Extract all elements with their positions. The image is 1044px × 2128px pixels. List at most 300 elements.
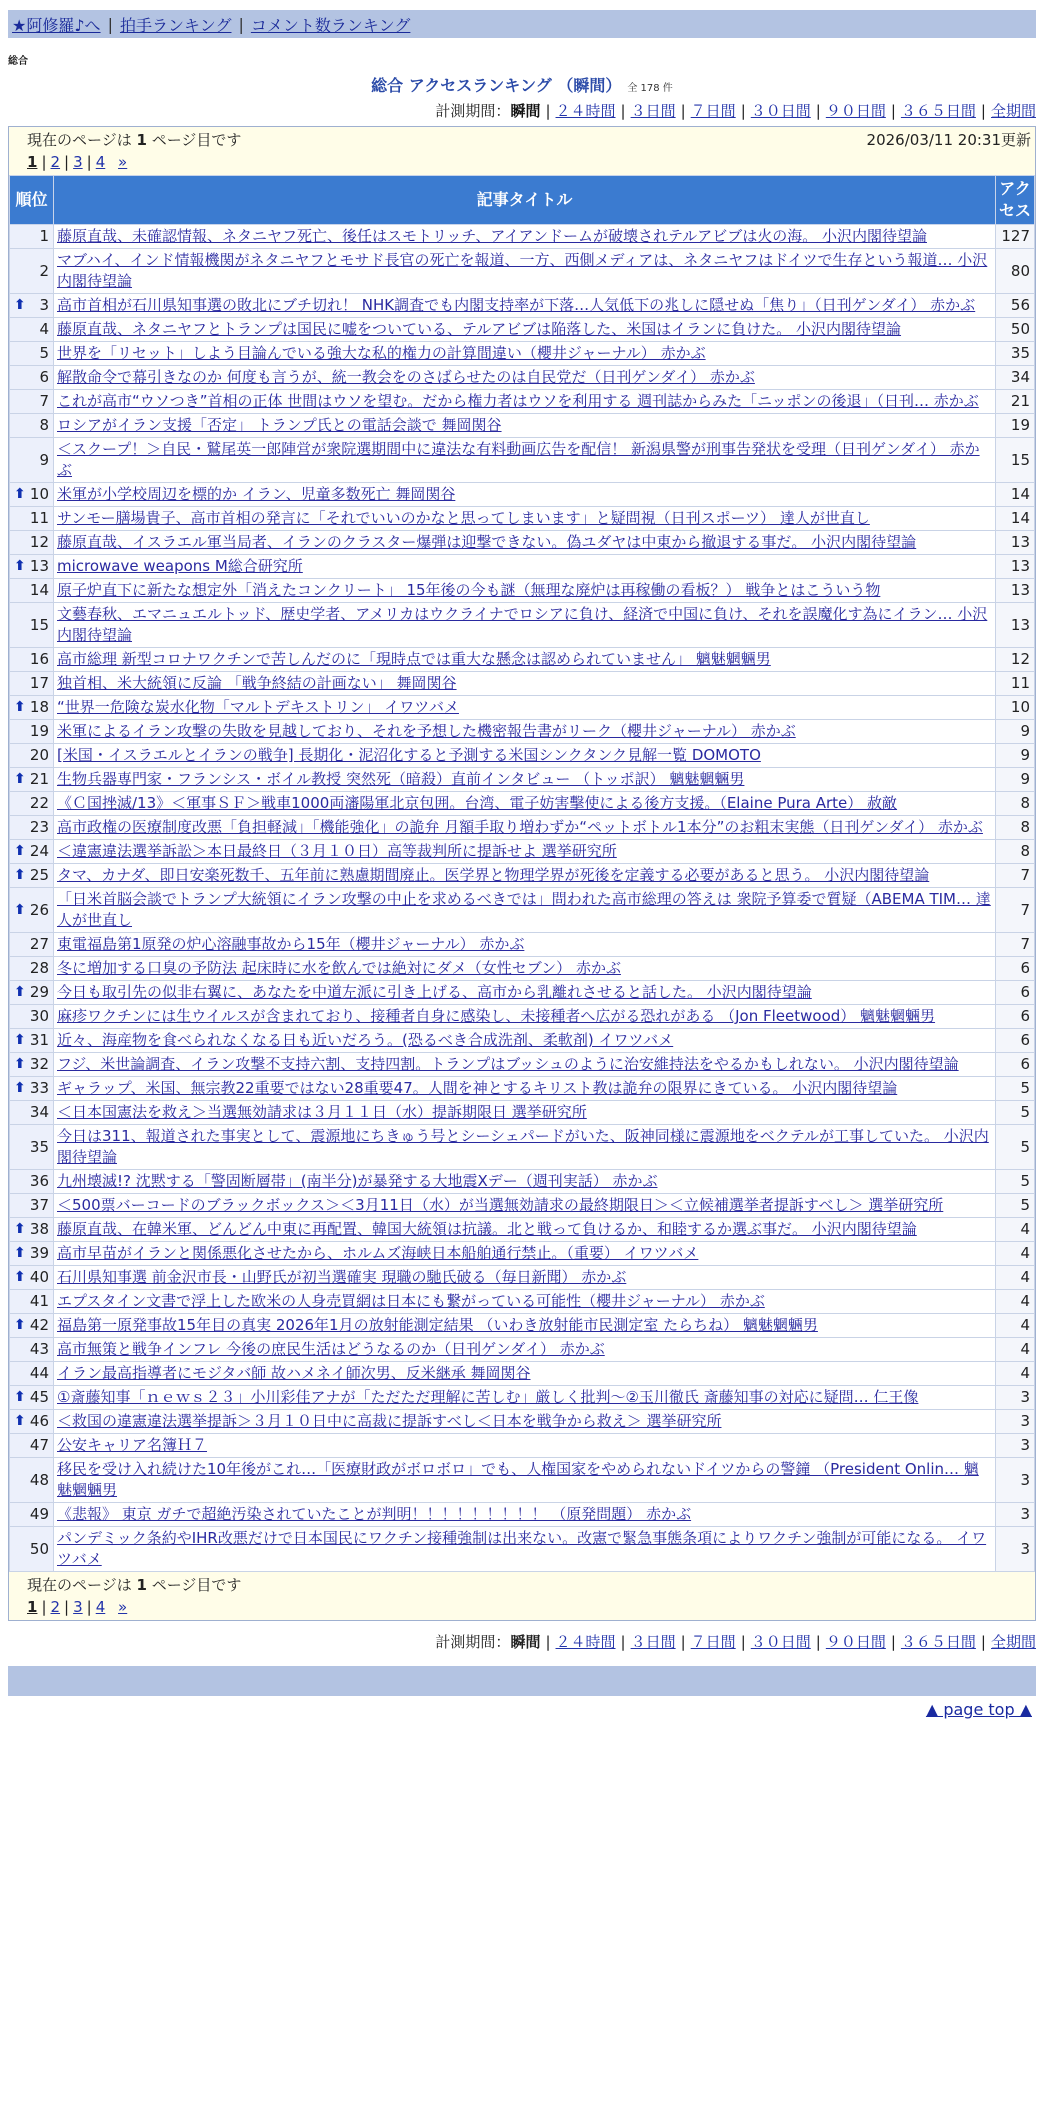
rank-cell — [10, 792, 54, 816]
rank-cell — [10, 1005, 54, 1029]
access-count: 4 — [996, 1290, 1035, 1314]
rank-cell — [10, 294, 54, 318]
title-cell — [54, 1290, 996, 1314]
article-link[interactable]: 高市総理 新型コロナワクチンで苦しんだのに「現時点では重大な懸念は認められていません」 魑魅魍魎男 — [57, 650, 771, 668]
table-row — [10, 414, 1035, 438]
table-row — [10, 318, 1035, 342]
title-cell — [54, 249, 996, 294]
top-nav-bar: ★阿修羅♪へ | 拍手ランキング | コメント数ランキング — [8, 10, 1036, 38]
up-arrow-icon: ⬆ — [14, 1221, 26, 1237]
article-link[interactable]: 高市無策と戦争インフレ 今後の庶民生活はどうなるのか（日刊ゲンダイ） 赤かぶ — [57, 1340, 605, 1358]
access-count: 7 — [996, 864, 1035, 888]
article-link[interactable]: 藤原直哉、イスラエル軍当局者、イランのクラスター爆弾は迎撃できない。偽ユダヤは中東から撤退する事だ。 小沢内閣待望論 — [57, 533, 917, 551]
rank-number: 45 — [29, 1388, 49, 1406]
title-cell — [54, 768, 996, 792]
rank-number: 46 — [29, 1412, 49, 1430]
period-link-bottom[interactable]: ９０日間 — [825, 1633, 886, 1651]
article-link[interactable]: 原子炉直下に新たな想定外「消えたコンクリート」 15年後の今も謎（無理な廃炉は再稼働の看板？） 戦争とはこういう物 — [57, 581, 881, 599]
rank-number: 14 — [29, 581, 49, 599]
up-arrow-icon: ⬆ — [14, 1056, 26, 1072]
rank-cell — [10, 672, 54, 696]
article-link[interactable]: 高市首相が石川県知事選の敗北にブチ切れ！ NHK調査でも内閣支持率が下落…人気低下の兆しに隠せぬ「焦り」（日刊ゲンダイ） 赤かぶ — [57, 296, 976, 314]
rank-number: 40 — [29, 1268, 49, 1286]
article-link[interactable]: “世界一危険な炭水化物「マルトデキストリン」 イワツバメ — [57, 698, 459, 716]
table-row — [10, 1434, 1035, 1458]
rank-number: 42 — [29, 1316, 49, 1334]
rank-cell — [10, 696, 54, 720]
page-title — [0, 73, 1044, 96]
article-link[interactable]: ＜日本国憲法を救え＞当選無効請求は３月１１日（水）提訴期限日 選挙研究所 — [57, 1103, 587, 1121]
title-cell — [54, 1218, 996, 1242]
access-count: 5 — [996, 1194, 1035, 1218]
article-link[interactable]: ＜500票バーコードのブラックボックス＞＜3月11日（水）が当選無効請求の最終期限日＞＜立候補選挙者提訴すべし＞ 選挙研究所 — [57, 1196, 944, 1214]
article-link[interactable]: タマ、カナダ、即日安楽死数千、五年前に熟慮期間廃止。医学界と物理学界が死後を定義する必要があると思う。 小沢内閣待望論 — [57, 866, 930, 884]
period-link[interactable]: ３６５日間 — [900, 102, 976, 120]
title-cell — [54, 555, 996, 579]
rank-cell — [10, 1386, 54, 1410]
table-row — [10, 864, 1035, 888]
ranking-title: 総合 アクセスランキング （瞬間） — [371, 76, 622, 95]
updated-timestamp: 2026/03/11 20:31更新 — [866, 131, 1031, 149]
article-link[interactable]: [米国・イスラエルとイランの戦争] 長期化・泥沼化すると予測する米国シンクタンク見解一覧 DOMOTO — [57, 746, 761, 764]
period-link-bottom[interactable]: ２４時間 — [555, 1633, 616, 1651]
title-cell — [54, 294, 996, 318]
table-row — [10, 1218, 1035, 1242]
home-link[interactable]: ★阿修羅♪へ — [12, 15, 101, 35]
table-row — [10, 294, 1035, 318]
access-count: 10 — [996, 696, 1035, 720]
access-count: 3 — [996, 1458, 1035, 1503]
rank-cell — [10, 507, 54, 531]
rank-cell — [10, 1218, 54, 1242]
title-cell — [54, 1194, 996, 1218]
article-link[interactable]: 文藝春秋、エマニュエルトッド、歴史学者、アメリカはウクライナでロシアに負け、経済で中国に負け、それを誤魔化す為にイラン… 小沢内閣待望論 — [57, 605, 988, 644]
article-link[interactable]: 独首相、米大統領に反論 「戦争終結の計画ない」 舞岡関谷 — [57, 674, 457, 692]
rank-cell — [10, 1503, 54, 1527]
title-cell — [54, 1242, 996, 1266]
title-cell — [54, 1266, 996, 1290]
title-cell — [54, 933, 996, 957]
rank-number: 25 — [29, 866, 49, 884]
rank-cell — [10, 768, 54, 792]
table-row — [10, 1410, 1035, 1434]
access-count: 4 — [996, 1242, 1035, 1266]
rank-number: 30 — [29, 1007, 49, 1025]
table-row — [10, 531, 1035, 555]
title-header: 記事タイトル — [54, 176, 996, 225]
rank-number: 13 — [29, 557, 49, 575]
access-count: 13 — [996, 531, 1035, 555]
table-row — [10, 933, 1035, 957]
rank-cell — [10, 318, 54, 342]
access-count: 11 — [996, 672, 1035, 696]
period-link[interactable]: ７日間 — [690, 102, 736, 120]
table-row — [10, 981, 1035, 1005]
rank-cell — [10, 648, 54, 672]
title-cell — [54, 696, 996, 720]
table-row — [10, 840, 1035, 864]
article-link[interactable]: 麻疹ワクチンには生ウイルスが含まれており、接種者自身に感染し、未接種者へ広がる恐れがある （Jon Fleetwood） 魑魅魍魎男 — [57, 1007, 936, 1025]
pager-page-link-bottom[interactable]: 3 — [73, 1598, 83, 1616]
page-info-bottom — [9, 1572, 1035, 1595]
up-arrow-icon: ⬆ — [14, 1413, 26, 1429]
rank-number: 28 — [29, 959, 49, 977]
article-link[interactable]: 東電福島第1原発の炉心溶融事故から15年（櫻井ジャーナル） 赤かぶ — [57, 935, 525, 953]
title-cell — [54, 507, 996, 531]
access-count: 15 — [996, 438, 1035, 483]
rank-number: 27 — [29, 935, 49, 953]
article-link[interactable]: 近々、海産物を食べられなくなる日も近いだろう。(恐るべき合成洗剤、柔軟剤) イワツバメ — [57, 1031, 674, 1049]
title-cell — [54, 720, 996, 744]
table-row — [10, 672, 1035, 696]
rank-number: 47 — [29, 1436, 49, 1454]
rank-number: 38 — [29, 1220, 49, 1238]
up-arrow-icon: ⬆ — [14, 843, 26, 859]
article-link[interactable]: 福島第一原発事故15年目の真実 2026年1月の放射能測定結果 （いわき放射能市民測定室 たらちね） 魑魅魍魎男 — [57, 1316, 818, 1334]
article-link[interactable]: ①斎藤知事「ｎｅｗｓ２３」小川彩佳アナが「ただただ理解に苦しむ」厳しく批判～②玉川徹氏 斎藤知事の対応に疑問… 仁王像 — [57, 1388, 919, 1406]
access-count: 5 — [996, 1077, 1035, 1101]
article-link[interactable]: 藤原直哉、在韓米軍、どんどん中東に再配置、韓国大統領は抗議。北と戦って負けるか、和睦するか選ぶ事だ。 小沢内閣待望論 — [57, 1220, 917, 1238]
access-count: 35 — [996, 342, 1035, 366]
rank-number: 29 — [29, 983, 49, 1001]
rank-cell — [10, 1362, 54, 1386]
rank-number: 9 — [39, 450, 49, 469]
rank-number: 21 — [29, 770, 49, 788]
period-label-bottom: 計測期間： — [435, 1633, 511, 1651]
access-count: 50 — [996, 318, 1035, 342]
table-row — [10, 1029, 1035, 1053]
rank-number: 16 — [29, 650, 49, 668]
title-cell — [54, 531, 996, 555]
table-row — [10, 816, 1035, 840]
rank-cell — [10, 603, 54, 648]
pager-next-link[interactable]: » — [118, 153, 128, 171]
article-link[interactable]: microwave weapons M総合研究所 — [57, 557, 303, 575]
rank-cell — [10, 531, 54, 555]
rank-number: 18 — [29, 698, 49, 716]
pager-page-link-bottom[interactable]: 4 — [95, 1598, 106, 1616]
title-cell — [54, 1527, 996, 1572]
rank-number: 19 — [29, 722, 49, 740]
rank-number: 15 — [29, 615, 49, 634]
title-cell — [54, 318, 996, 342]
rank-cell — [10, 1410, 54, 1434]
article-link[interactable]: ＜違憲違法選挙訴訟＞本日最終日（３月１０日）高等裁判所に提訴せよ 選挙研究所 — [57, 842, 617, 860]
title-cell — [54, 438, 996, 483]
access-count: 127 — [996, 225, 1035, 249]
article-link[interactable]: ロシアがイラン支援「否定」 トランプ氏との電話会談で 舞岡関谷 — [57, 416, 502, 434]
table-row — [10, 1362, 1035, 1386]
period-link-bottom[interactable]: ３日間 — [630, 1633, 676, 1651]
access-header: アクセス — [996, 176, 1035, 225]
title-cell — [54, 840, 996, 864]
rank-cell — [10, 1077, 54, 1101]
pager-next-link-bottom[interactable]: » — [118, 1598, 128, 1616]
access-count: 19 — [996, 414, 1035, 438]
access-count: 5 — [996, 1170, 1035, 1194]
period-link-bottom[interactable]: 全期間 — [990, 1633, 1036, 1651]
access-count: 80 — [996, 249, 1035, 294]
up-arrow-icon: ⬆ — [14, 486, 26, 502]
rank-cell — [10, 1314, 54, 1338]
period-current-bottom: 瞬間 — [510, 1633, 541, 1651]
rank-number: 48 — [29, 1470, 49, 1489]
current-page-text: 現在のページは 1 ページ目です — [27, 131, 242, 149]
article-link[interactable]: サンモー膳場貴子、高市首相の発言に「それでいいのかなと思ってしまいます」と疑問視（日刊スポーツ） 達人が世直し — [57, 509, 870, 527]
rank-cell — [10, 555, 54, 579]
rank-number: 23 — [29, 818, 49, 836]
article-link[interactable]: 石川県知事選 前金沢市長・山野氏が初当選確実 現職の馳氏破る（毎日新聞） 赤かぶ — [57, 1268, 627, 1286]
rank-cell — [10, 1290, 54, 1314]
rank-cell — [10, 744, 54, 768]
page-top-link[interactable]: ▲ page top ▲ — [925, 1700, 1032, 1719]
rank-cell — [10, 579, 54, 603]
period-link[interactable]: ９０日間 — [825, 102, 886, 120]
rank-number: 49 — [29, 1505, 49, 1523]
ranking-table — [9, 175, 1035, 1572]
access-count: 6 — [996, 1029, 1035, 1053]
up-arrow-icon: ⬆ — [14, 699, 26, 715]
rank-number: 39 — [29, 1244, 49, 1262]
rank-number: 8 — [39, 416, 49, 434]
article-link[interactable]: ＜救国の違憲違法選挙提訴＞３月１０日中に高裁に提訴すべし＜日本を戦争から救え＞ 選挙研究所 — [57, 1412, 722, 1430]
title-cell — [54, 1386, 996, 1410]
title-cell — [54, 342, 996, 366]
rank-cell — [10, 957, 54, 981]
article-link[interactable]: パンデミック条約やIHR改悪だけで日本国民にワクチン接種強制は出来ない。改憲で緊急事態条項によりワクチン強制が可能になる。 イワツバメ — [57, 1529, 987, 1568]
applause-ranking-link[interactable]: 拍手ランキング — [119, 15, 232, 35]
rank-cell — [10, 390, 54, 414]
rank-number: 7 — [39, 392, 49, 410]
article-link[interactable]: エプスタイン文書で浮上した欧米の人身売買網は日本にも繋がっている可能性（櫻井ジャーナル） 赤かぶ — [57, 1292, 765, 1310]
title-cell — [54, 579, 996, 603]
up-arrow-icon: ⬆ — [14, 1032, 26, 1048]
table-row — [10, 1386, 1035, 1410]
rank-number: 6 — [39, 368, 49, 386]
rank-number: 22 — [29, 794, 49, 812]
rank-cell — [10, 1458, 54, 1503]
pager-bottom: 1 | 2 | 3 | 4 » — [27, 1598, 128, 1616]
rank-cell — [10, 981, 54, 1005]
access-count: 3 — [996, 1527, 1035, 1572]
rank-number: 4 — [39, 320, 49, 338]
title-cell — [54, 888, 996, 933]
access-count: 6 — [996, 957, 1035, 981]
period-link-bottom[interactable]: ７日間 — [690, 1633, 736, 1651]
access-count: 3 — [996, 1386, 1035, 1410]
access-count: 6 — [996, 981, 1035, 1005]
article-link[interactable]: フジ、米世論調査、イラン攻撃不支持六割、支持四割。トランプはブッシュのように治安維持法をやるかもしれない。 小沢内閣待望論 — [57, 1055, 959, 1073]
rank-number: 35 — [29, 1137, 49, 1156]
access-count: 8 — [996, 792, 1035, 816]
article-link[interactable]: ＜スクープ！＞自民・鷲尾英一郎陣営が衆院選期間中に違法な有料動画広告を配信！ 新潟県警が刑事告発状を受理（日刊ゲンダイ） 赤かぶ — [57, 440, 980, 479]
title-cell — [54, 1125, 996, 1170]
article-link[interactable]: 藤原直哉、未確認情報、ネタニヤフ死亡、後任はスモトリッチ、アイアンドームが破壊されテルアビブは火の海。 小沢内閣待望論 — [57, 227, 927, 245]
table-row — [10, 390, 1035, 414]
article-link[interactable]: ギャラップ、米国、無宗教22重要ではない28重要47。人間を神とするキリスト教は詭弁の限界にきている。 小沢内閣待望論 — [57, 1079, 898, 1097]
period-link[interactable]: ２４時間 — [555, 102, 616, 120]
rank-cell — [10, 816, 54, 840]
article-link[interactable]: 解散命令で幕引きなのか 何度も言うが、統一教会をのさばらせたのは自民党だ（日刊ゲンダイ） 赤かぶ — [57, 368, 755, 386]
access-count: 5 — [996, 1125, 1035, 1170]
rank-number: 3 — [39, 296, 49, 314]
rank-cell — [10, 1242, 54, 1266]
rank-cell — [10, 888, 54, 933]
rank-cell — [10, 1434, 54, 1458]
rank-cell — [10, 1170, 54, 1194]
table-row — [10, 579, 1035, 603]
article-link[interactable]: 《悲報》 東京 ガチで超絶汚染されていたことが判明！！！！！！！！！ （原発問題） 赤かぶ — [57, 1505, 692, 1523]
article-link[interactable]: これが高市“ウソつき”首相の正体 世間はウソを望む。だから権力者はウソを利用する 週刊誌からみた「ニッポンの後退」（日刊… 赤かぶ — [57, 392, 979, 410]
article-link[interactable]: 高市早苗がイランと関係悪化させたから、ホルムズ海峡日本船舶通行禁止。（重要） イワツバメ — [57, 1244, 699, 1262]
period-link-bottom[interactable]: ３６５日間 — [900, 1633, 976, 1651]
title-cell — [54, 1362, 996, 1386]
article-link[interactable]: 生物兵器専門家・フランシス・ボイル教授 突然死（暗殺）直前インタビュー （トッポ訳） 魑魅魍魎男 — [57, 770, 745, 788]
rank-number: 44 — [29, 1364, 49, 1382]
title-cell — [54, 1410, 996, 1434]
rank-number: 20 — [29, 746, 49, 764]
access-count: 9 — [996, 720, 1035, 744]
up-arrow-icon: ⬆ — [14, 1080, 26, 1096]
rank-cell — [10, 864, 54, 888]
table-row — [10, 1314, 1035, 1338]
access-count: 56 — [996, 294, 1035, 318]
article-link[interactable]: 九州壊滅!? 沈黙する「警固断層帯」(南半分)が暴発する大地震Xデー（週刊実話） 赤かぶ — [57, 1172, 658, 1190]
table-row — [10, 720, 1035, 744]
access-count: 7 — [996, 888, 1035, 933]
title-cell — [54, 1077, 996, 1101]
access-count: 13 — [996, 579, 1035, 603]
access-count: 4 — [996, 1338, 1035, 1362]
rank-cell — [10, 1266, 54, 1290]
title-cell — [54, 1029, 996, 1053]
rank-number: 24 — [29, 842, 49, 860]
table-header-row — [10, 176, 1035, 225]
bottom-bar — [8, 1666, 1036, 1696]
rank-cell — [10, 438, 54, 483]
access-count: 21 — [996, 390, 1035, 414]
pager-current: 1 — [27, 153, 38, 171]
rank-number: 1 — [39, 227, 49, 245]
table-row — [10, 1503, 1035, 1527]
period-current: 瞬間 — [510, 102, 541, 120]
up-arrow-icon: ⬆ — [14, 1269, 26, 1285]
pager-top: 1 | 2 | 3 | 4 » — [27, 153, 128, 171]
article-link[interactable]: イラン最高指導者にモジタバ師 故ハメネイ師次男、反米継承 舞岡関谷 — [57, 1364, 531, 1382]
rank-cell — [10, 1029, 54, 1053]
period-link-bottom[interactable]: ３０日間 — [750, 1633, 811, 1651]
article-link[interactable]: 世界を「リセット」しよう目論んでいる強大な私的権力の計算間違い（櫻井ジャーナル） 赤かぶ — [57, 344, 706, 362]
access-count: 4 — [996, 1218, 1035, 1242]
up-arrow-icon: ⬆ — [14, 558, 26, 574]
access-count: 7 — [996, 933, 1035, 957]
access-count: 3 — [996, 1434, 1035, 1458]
table-row — [10, 1290, 1035, 1314]
pager-page-link[interactable]: 4 — [95, 153, 106, 171]
table-row — [10, 792, 1035, 816]
article-link[interactable]: 藤原直哉、ネタニヤフとトランプは国民に嘘をついている、テルアビブは陥落した、米国はイランに負けた。 小沢内閣待望論 — [57, 320, 902, 338]
article-link[interactable]: 「日米首脳会談でトランプ大統領にイラン攻撃の中止を求めるべきでは」問われた高市総理の答えは 衆院予算委で質疑（ABEMA TIM… 達人が世直し — [57, 890, 991, 929]
rank-number: 43 — [29, 1340, 49, 1358]
article-link[interactable]: 冬に増加する口臭の予防法 起床時に水を飲んでは絶対にダメ（女性セブン） 赤かぶ — [57, 959, 621, 977]
up-arrow-icon: ⬆ — [14, 1317, 26, 1333]
access-count: 34 — [996, 366, 1035, 390]
title-cell — [54, 957, 996, 981]
access-count: 3 — [996, 1410, 1035, 1434]
up-arrow-icon: ⬆ — [14, 297, 26, 313]
access-count: 3 — [996, 1503, 1035, 1527]
pager-page-link[interactable]: 2 — [50, 153, 61, 171]
period-link[interactable]: 全期間 — [990, 102, 1036, 120]
table-row — [10, 1458, 1035, 1503]
rank-cell — [10, 1125, 54, 1170]
up-arrow-icon: ⬆ — [14, 1245, 26, 1261]
rank-number: 50 — [29, 1539, 49, 1558]
category-label: 総合 — [8, 56, 28, 67]
rank-number: 12 — [29, 533, 49, 551]
access-count: 14 — [996, 483, 1035, 507]
period-link[interactable]: ３日間 — [630, 102, 676, 120]
ranking-panel — [8, 126, 1036, 1621]
title-cell — [54, 414, 996, 438]
rank-cell — [10, 933, 54, 957]
article-link[interactable]: 米軍が小学校周辺を標的か イラン、児童多数死亡 舞岡関谷 — [57, 485, 456, 503]
total-count: 全 178 件 — [627, 83, 673, 94]
article-link[interactable]: 高市政権の医療制度改悪「負担軽減」「機能強化」の詭弁 月額手取り増わずか“ペットボトル1本分”のお粗末実態（日刊ゲンダイ） 赤かぶ — [57, 818, 983, 836]
up-arrow-icon: ⬆ — [14, 867, 26, 883]
rank-cell — [10, 720, 54, 744]
period-link[interactable]: ３０日間 — [750, 102, 811, 120]
table-row — [10, 507, 1035, 531]
title-cell — [54, 672, 996, 696]
table-row — [10, 342, 1035, 366]
title-cell — [54, 366, 996, 390]
table-row — [10, 1053, 1035, 1077]
article-link[interactable]: 《Ｃ国挫滅/13》＜軍事ＳＦ＞戦車1000両瀋陽軍北京包囲。台湾、電子妨害擊使による後方支援。（Elaine Pura Arte） 赦敵 — [57, 794, 898, 812]
access-count: 13 — [996, 555, 1035, 579]
title-cell — [54, 1101, 996, 1125]
access-count: 12 — [996, 648, 1035, 672]
rank-number: 10 — [29, 485, 49, 503]
pager-page-link[interactable]: 3 — [73, 153, 83, 171]
access-count: 8 — [996, 840, 1035, 864]
article-link[interactable]: 米軍によるイラン攻撃の失敗を見越しており、それを予想した機密報告書がリーク（櫻井ジャーナル） 赤かぶ — [57, 722, 796, 740]
table-row — [10, 1101, 1035, 1125]
table-row — [10, 744, 1035, 768]
table-row — [10, 366, 1035, 390]
rank-number: 34 — [29, 1103, 49, 1121]
title-cell — [54, 744, 996, 768]
rank-cell — [10, 483, 54, 507]
article-link[interactable]: マブハイ、インド情報機関がネタニヤフとモサド長官の死亡を報道、一方、西側メディアは、ネタニヤフはドイツで生存という報道… 小沢内閣待望論 — [57, 251, 988, 290]
title-cell — [54, 792, 996, 816]
article-link[interactable]: 今日は311、報道された事実として、震源地にちきゅう号とシーシェパードがいた、阪神同様に震源地をベクテルが工事していた。 小沢内閣待望論 — [57, 1127, 989, 1166]
article-link[interactable]: 公安キャリア名簿Ｈ７ — [57, 1436, 208, 1454]
rank-number: 36 — [29, 1172, 49, 1190]
rank-cell — [10, 342, 54, 366]
comment-ranking-link[interactable]: コメント数ランキング — [250, 15, 411, 35]
rank-cell — [10, 1527, 54, 1572]
table-row — [10, 1077, 1035, 1101]
article-link[interactable]: 今日も取引先の似非右翼に、あなたを中道左派に引き上げる、高市から乳離れさせると話した。 小沢内閣待望論 — [57, 983, 812, 1001]
access-count: 4 — [996, 1266, 1035, 1290]
access-count: 9 — [996, 744, 1035, 768]
title-cell — [54, 1434, 996, 1458]
pager-page-link-bottom[interactable]: 2 — [50, 1598, 61, 1616]
rank-number: 31 — [29, 1031, 49, 1049]
article-link[interactable]: 移民を受け入れ続けた10年後がこれ…「医療財政がボロボロ」でも、人権国家をやめられないドイツからの警鐘 （President Onlin… 魑魅魍魎男 — [57, 1460, 979, 1499]
access-count: 8 — [996, 816, 1035, 840]
